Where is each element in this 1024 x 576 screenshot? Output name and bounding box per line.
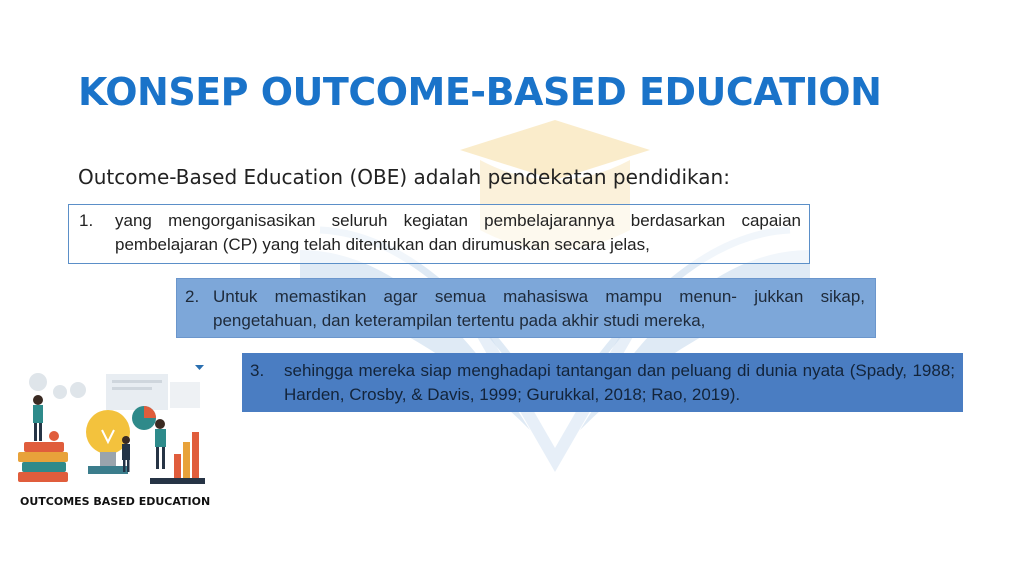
illustration-caption: OUTCOMES BASED EDUCATION bbox=[20, 495, 211, 508]
point-box-1 bbox=[68, 204, 810, 264]
point-number: 1. bbox=[79, 211, 94, 230]
slide-title: KONSEP OUTCOME-BASED EDUCATION bbox=[78, 70, 882, 114]
point-number: 2. bbox=[185, 287, 200, 306]
education-illustration-icon bbox=[10, 362, 210, 512]
point-box-2 bbox=[176, 278, 876, 338]
point-box-3 bbox=[242, 353, 963, 412]
point-text: yang mengorganisasikan seluruh kegiatan pembelajarannya berdasarkan capaian pembelajaran (CP) yang telah ditentukan dan dirumuskan secara jelas, bbox=[115, 211, 801, 254]
slide-intro: Outcome-Based Education (OBE) adalah pendekatan pendidikan: bbox=[78, 165, 730, 189]
point-text: Untuk memastikan agar semua mahasiswa mampu menun- jukkan sikap, pengetahuan, dan keterampilan tertentu pada akhir studi mereka, bbox=[213, 287, 865, 330]
point-number: 3. bbox=[250, 361, 265, 380]
point-text: sehingga mereka siap menghadapi tantangan dan peluang di dunia nyata (Spady, 1988; Harden, Crosby, & Davis, 1999; Gurukkal, 2018; Rao, 2019). bbox=[284, 361, 955, 404]
